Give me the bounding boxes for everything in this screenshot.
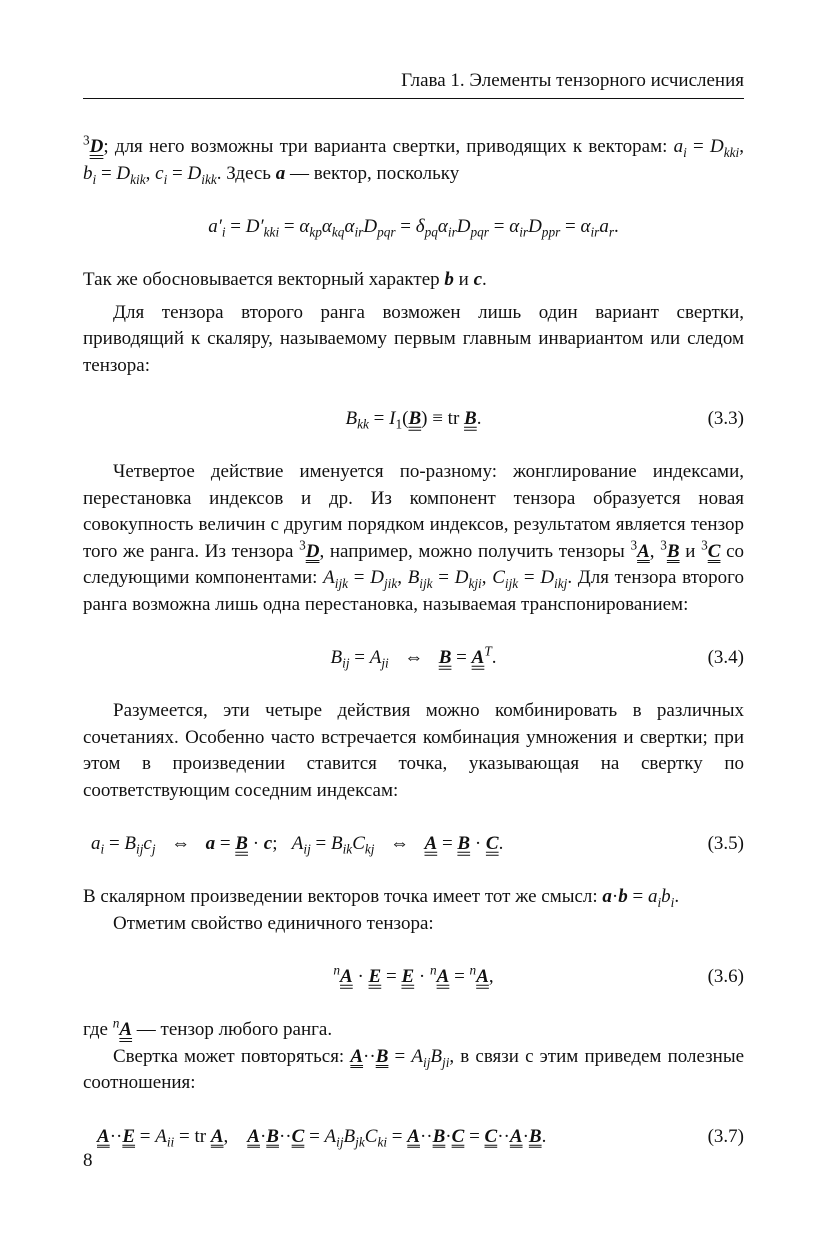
paragraph-4: Четвертое действие именуется по-разному: жонглирование индексами, перестановка индексов и др. Из компонент тензора образуется новая совокупность величин с другим порядком индексов, результатом является тензор того же ранга. Из тензора $^3$D, например, можно получить тензоры $^3$A, $^3$B и $^3$C со следующими компонентами: $A_{ijk} = D_{jik}$, $B_{ijk} = D_{kji}$, $C_{ijk} = D_{ikj}$. Для тензора второго ранга возможна лишь одна перестановка, называемая транспонированием: (83, 461, 745, 615)
running-head: Глава 1. Элементы тензорного исчисления (401, 70, 744, 91)
paragraph-6: В скалярном произведении векторов точка имеет тот же смысл: $a\cdot b = a_ib_i$. (83, 886, 680, 910)
paragraph-3: Для тензора второго ранга возможен лишь один вариант свертки, приводящий к скаляру, называемому первым главным инвариантом или следом тензора: (83, 301, 744, 376)
paragraph-8: где $^n$A — тензор любого ранга. (83, 1015, 333, 1040)
equation-number: (3.5) (707, 832, 744, 854)
equation-number: (3.7) (707, 1125, 744, 1147)
equation-3-3: $B_{kk} = I_1(B)$ ≡ tr B. (3.3) (345, 407, 744, 432)
equation-3-6: $^n$A · E = E · $^n$A = $^n$A, (3.6) (83, 951, 744, 1003)
paragraph-5: Разумеется, эти четыре действия можно комбинировать в различных сочетаниях. Особенно часто встречается комбинация умножения и свертки; при этом в произведении ставится точка, указывающая на свертку по соответствующим соседним индексам: (83, 700, 744, 801)
paragraph-9: Свертка может повторяться: $A\cdot\cdot B = A_{ij}B_{ji}$, в связи с этим приведем полезные соотношения: (83, 1045, 745, 1093)
equation-3-4: $B_{ij} = A_{ji}$ ⇔ $B = A^T$. (3.4) (330, 643, 744, 671)
paragraph-7: Отметим свойство единичного тензора: (113, 912, 434, 934)
equation-3-7: $A\cdot\cdot E = A_{ii}$ = tr A, $A\cdot B\cdot\cdot C = A_{ij}B_{jk}C_{ki} = A\cdot\cdot B\cdot C = C\cdot\cdot A\cdot B$. (3.7) (97, 1125, 744, 1150)
equation-number: (3.6) (707, 965, 744, 987)
page (83, 0, 744, 1241)
equation-number: (3.3) (707, 407, 744, 429)
formula-a-prime: $a'_i = D'_{kki} = \alpha_{kp}\alpha_{kq}\alpha_{ir}D_{pqr} = \delta_{pq}\alpha_{ir}D_{pqr} = \alpha_{ir}D_{ppr} = \alpha_{ir}a_r$. (208, 215, 619, 240)
paragraph-2: Так же обосновывается векторный характер b и c. (83, 269, 487, 290)
body-text (83, 134, 744, 1177)
page-number: 8 (83, 1150, 93, 1171)
paragraph-1: $^3$D; для него возможны три варианта свертки, приводящих к векторам: $a_i = D_{kki}$, $b_i = D_{kik}$, $c_i = D_{ikk}$. Здесь a — вектор, поскольку (83, 132, 744, 187)
header-rule (83, 98, 744, 99)
equation-3-5: $a_i = B_{ij}c_j$ ⇔ a = B · c; $A_{ij} = B_{ik}C_{kj}$ ⇔ A = B · C. (3.5) (91, 832, 744, 857)
equation-number: (3.4) (707, 646, 744, 668)
